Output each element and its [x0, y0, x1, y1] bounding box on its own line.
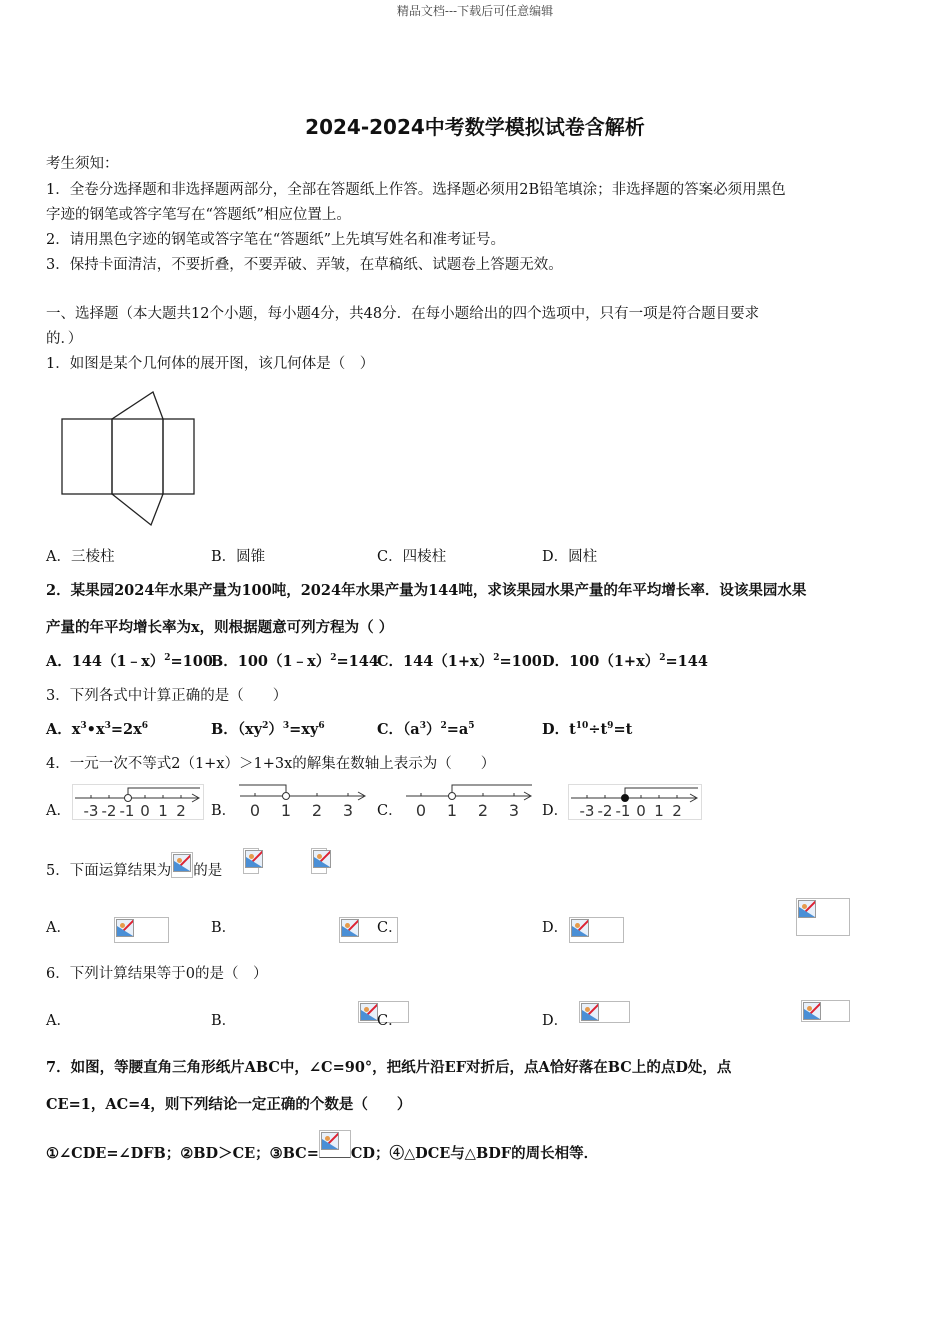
notice-item: 1．全卷分选择题和非选择题两部分，全部在答题纸上作答。选择题必须用2B铅笔填涂；非选择题的答案必须用黑色 [46, 182, 786, 198]
option-d-letter[interactable]: D． [542, 803, 569, 819]
option-a[interactable]: A．$x^3•x^3=2x^6$ [46, 721, 149, 738]
tick-label: 3 [342, 801, 354, 820]
option-c[interactable]: C．$144(1+x)^2=100$ [377, 653, 542, 670]
tick-label: 2 [311, 801, 323, 820]
option-d-letter[interactable]: D． [542, 920, 569, 936]
number-line-a[interactable] [72, 784, 204, 820]
tick-label: 1 [280, 801, 292, 820]
broken-image-icon[interactable] [579, 1001, 630, 1023]
option-c[interactable]: C．$(a^3)^2=a^5$ [377, 721, 475, 738]
open-dot [449, 793, 456, 800]
question-2-stem-cont: 产量的年平均增长率为x，则根据题意可列方程为（ ） [46, 619, 394, 636]
option-d[interactable]: D．圆柱 [542, 549, 598, 565]
question-5-stem: 5．下面运算结果为 的是 [46, 858, 222, 884]
tick-label: -2 [597, 802, 613, 820]
tick-label: -1 [615, 802, 631, 820]
broken-image-icon[interactable] [114, 917, 169, 943]
option-d[interactable]: D．$t^{10}\div t^9=t$ [542, 721, 633, 738]
open-dot [283, 793, 290, 800]
page-header: 精品文档---下载后可任意编辑 [396, 4, 554, 18]
net-triangle-bottom [112, 494, 163, 525]
option-a-letter[interactable]: A． [46, 803, 71, 819]
question-7-stem-cont: CE=1，AC=4，则下列结论一定正确的个数是（ ） [46, 1096, 412, 1113]
option-a-letter[interactable]: A． [46, 920, 71, 936]
tick-label: 2 [176, 802, 186, 820]
option-d[interactable]: D．$100(1+x)^2=144$ [542, 653, 708, 670]
tick-label: 1 [446, 801, 458, 820]
broken-image-icon[interactable] [801, 1000, 850, 1022]
broken-image-icon[interactable] [796, 898, 850, 936]
net-triangle-top [112, 392, 163, 419]
question-6-stem: 6．下列计算结果等于0的是（ ） [46, 966, 268, 982]
tick-label: 1 [654, 802, 664, 820]
tick-label: 0 [140, 802, 150, 820]
question-1-stem: 1．如图是某个几何体的展开图，该几何体是（ ） [46, 356, 375, 372]
question-2-stem: 2．某果园2024年水果产量为100吨，2024年水果产量为144吨，求该果园水果产量的年平均增长率．设该果园水果 [46, 582, 807, 599]
option-a-letter[interactable]: A． [46, 1013, 71, 1029]
tick-label: -3 [83, 802, 99, 820]
number-line-b[interactable] [236, 782, 370, 820]
question-4-stem: 4．一元一次不等式2（1+x）＞1+3x的解集在数轴上表示为（ ） [46, 756, 496, 772]
broken-image-icon [243, 848, 259, 874]
net-face-left [62, 419, 112, 494]
tick-label: 0 [415, 801, 427, 820]
question-7-stem: 7．如图，等腰直角三角形纸片ABC中，∠C=90°，把纸片沿EF对折后，点A恰好落在BC上的点D处，点 [46, 1059, 732, 1076]
tick-label: 0 [636, 802, 646, 820]
broken-image-icon [171, 852, 193, 878]
option-c[interactable]: C．四棱柱 [377, 549, 447, 565]
option-c-letter[interactable]: C． [377, 803, 403, 819]
tick-label: 3 [508, 801, 520, 820]
section-heading: 一、选择题（本大题共12个小题，每小题4分，共48分．在每小题给出的四个选项中，只有一项是符合题目要求 [46, 306, 760, 322]
question-3-stem: 3．下列各式中计算正确的是（ ） [46, 688, 288, 704]
option-a[interactable]: A．三棱柱 [46, 549, 115, 565]
net-diagram [55, 385, 205, 535]
broken-image-icon [311, 848, 327, 874]
net-face-right [163, 419, 194, 494]
open-dot [125, 795, 132, 802]
question-7-statements: ①∠CDE=∠DFB；②BD＞CE；③BC= CD；④△DCE与△BDF的周长相等． [46, 1140, 598, 1168]
tick-label: -2 [101, 802, 117, 820]
option-b[interactable]: B．$(xy^2)^3=xy^6$ [211, 721, 325, 738]
option-a[interactable]: A．144（1﹣x）$^2$=100 [46, 653, 213, 670]
option-b[interactable]: B．100（1﹣x）$^2$=144 [211, 653, 379, 670]
notice-item: 2．请用黑色字迹的钢笔或答字笔在“答题纸”上先填写姓名和准考证号。 [46, 232, 506, 248]
page-title: 2024-2024中考数学模拟试卷含解析 [305, 115, 645, 139]
option-c-letter[interactable]: C． [377, 920, 403, 936]
option-c-letter[interactable]: C． [377, 1013, 403, 1029]
number-line-d[interactable] [568, 784, 702, 820]
broken-image-icon[interactable] [569, 917, 624, 943]
number-line-c[interactable] [402, 782, 536, 820]
tick-label: 0 [249, 801, 261, 820]
option-b[interactable]: B．圆锥 [211, 549, 266, 565]
broken-image-icon [319, 1130, 351, 1158]
option-b-letter[interactable]: B． [211, 920, 237, 936]
option-b-letter[interactable]: B． [211, 1013, 237, 1029]
tick-label: 1 [158, 802, 168, 820]
tick-label: -1 [119, 802, 135, 820]
notice-item: 3．保持卡面清洁，不要折叠，不要弄破、弄皱，在草稿纸、试题卷上答题无效。 [46, 257, 563, 273]
notice-item: 字迹的钢笔或答字笔写在“答题纸”相应位置上。 [46, 207, 351, 223]
section-heading-cont: 的．） [46, 331, 83, 347]
option-b-letter[interactable]: B． [211, 803, 237, 819]
tick-label: -3 [579, 802, 595, 820]
option-d-letter[interactable]: D． [542, 1013, 569, 1029]
notice-heading: 考生须知： [46, 156, 119, 172]
tick-label: 2 [477, 801, 489, 820]
net-face-middle [112, 419, 163, 494]
closed-dot [622, 795, 629, 802]
tick-label: 2 [672, 802, 682, 820]
